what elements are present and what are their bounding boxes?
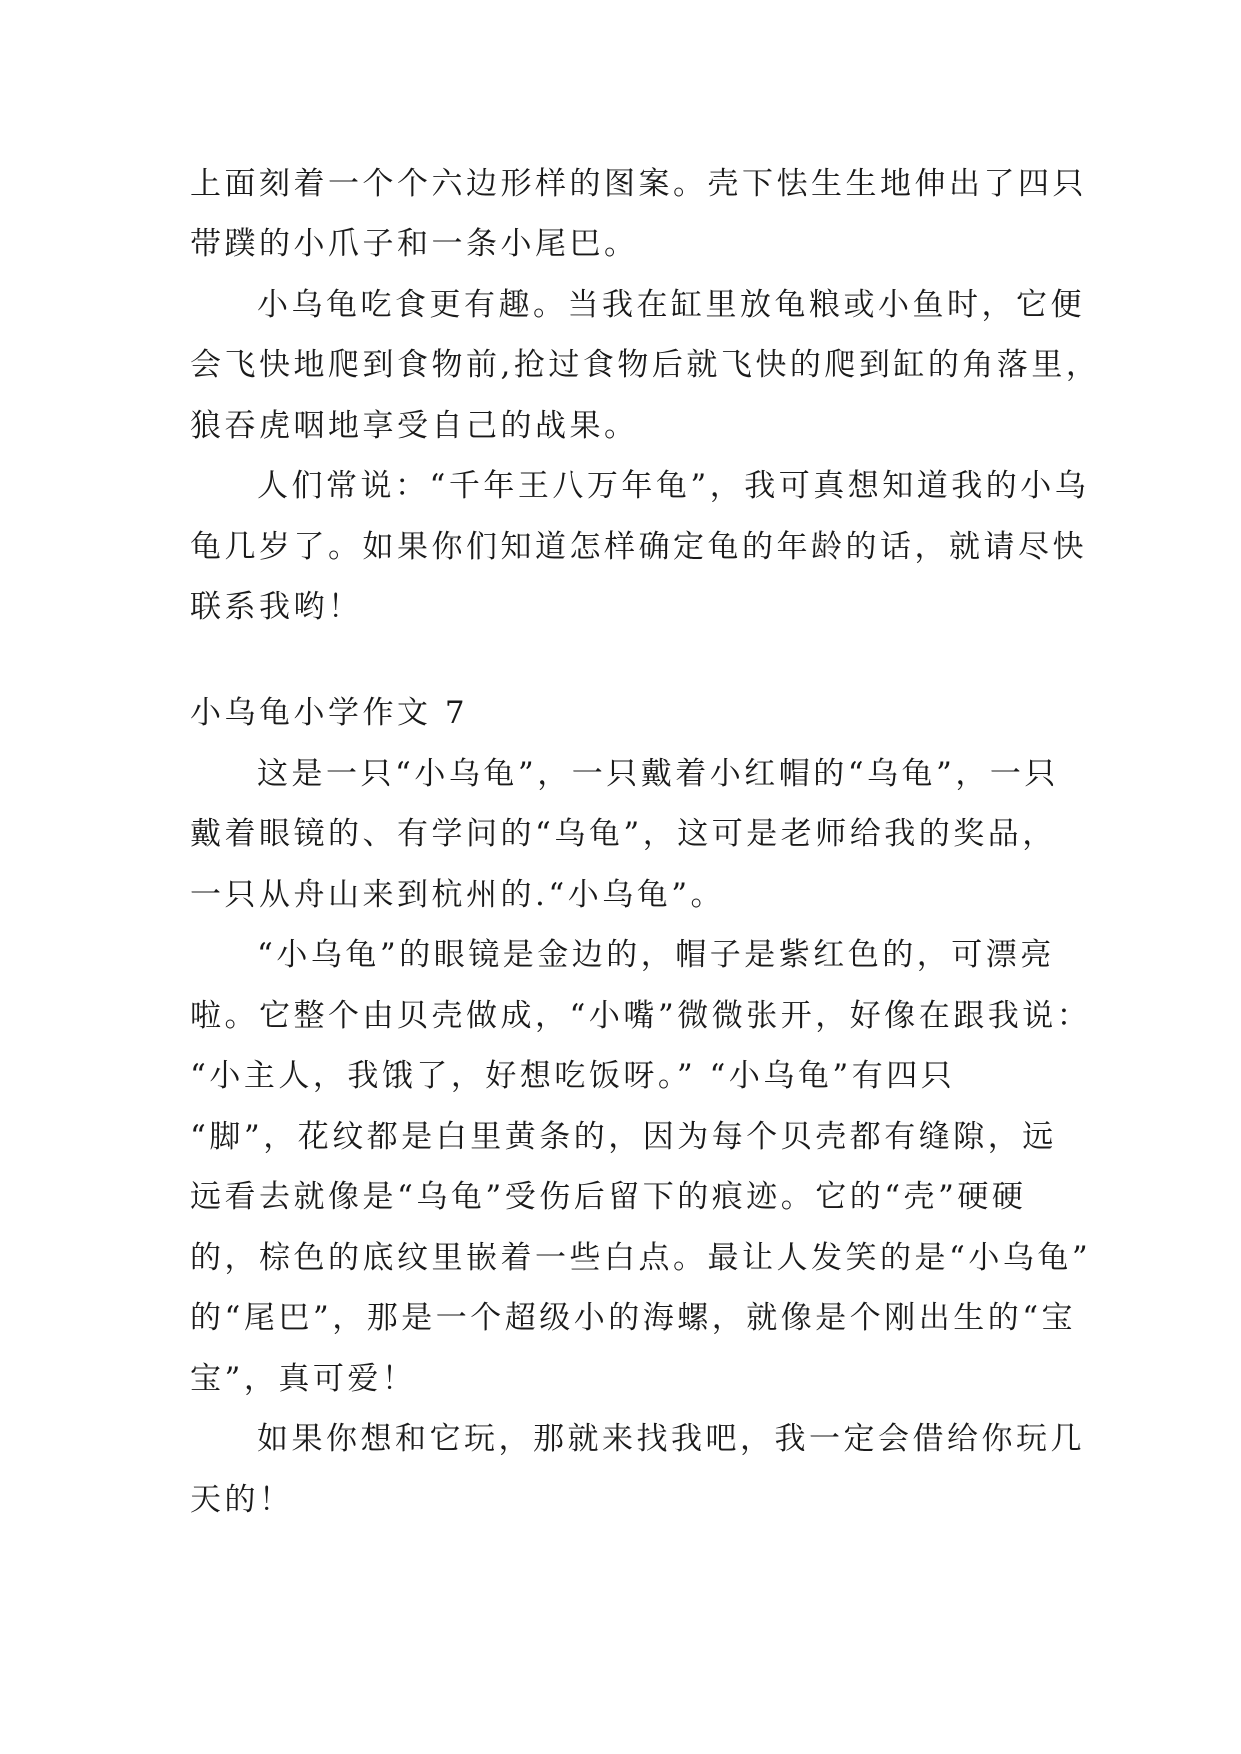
paragraph-line: 如果你想和它玩，那就来找我吧，我一定会借给你玩几 [257,1421,1085,1457]
paragraph-line: 天的！ [190,1482,294,1518]
paragraph-line: 狼吞虎咽地享受自己的战果。 [190,408,639,444]
paragraph-line: 上面刻着一个个六边形样的图案。壳下怯生生地伸出了四只 [190,166,1087,202]
paragraph-line: 带蹼的小爪子和一条小尾巴。 [190,226,639,262]
paragraph-line: “小主人，我饿了，好想吃饭呀。” “小乌龟”有四只 [190,1058,956,1094]
section-title: 小乌龟小学作文 7 [190,695,469,731]
paragraph-line: 的，棕色的底纹里嵌着一些白点。最让人发笑的是“小乌龟” [190,1240,1092,1276]
paragraph-line: 的“尾巴”，那是一个超级小的海螺，就像是个刚出生的“宝 [190,1300,1077,1336]
paragraph-line: 联系我哟！ [190,589,363,625]
paragraph-line: “小乌龟”的眼镜是金边的，帽子是紫红色的，可漂亮 [257,937,1055,973]
paragraph-line: 一只从舟山来到杭州的.“小乌龟”。 [190,877,726,913]
paragraph-line: 戴着眼镜的、有学问的“乌龟”，这可是老师给我的奖品， [190,816,1057,852]
paragraph-line: 远看去就像是“乌龟”受伤后留下的痕迹。它的“壳”硬硬 [190,1179,1027,1215]
paragraph-line: 啦。它整个由贝壳做成，“小嘴”微微张开，好像在跟我说： [190,998,1092,1034]
paragraph-line: “脚”，花纹都是白里黄条的，因为每个贝壳都有缝隙，远 [190,1119,1057,1155]
paragraph-line: 龟几岁了。如果你们知道怎样确定龟的年龄的话，就请尽快 [190,529,1087,565]
paragraph-line: 会飞快地爬到食物前,抢过食物后就飞快的爬到缸的角落里， [190,347,1101,383]
paragraph-line: 这是一只“小乌龟”，一只戴着小红帽的“乌龟”，一只 [257,756,1059,792]
paragraph-line: 宝”，真可爱！ [190,1361,417,1397]
paragraph-line: 人们常说：“千年王八万年龟”，我可真想知道我的小乌 [257,468,1090,504]
paragraph-line: 小乌龟吃食更有趣。当我在缸里放龟粮或小鱼时，它便 [257,287,1085,323]
